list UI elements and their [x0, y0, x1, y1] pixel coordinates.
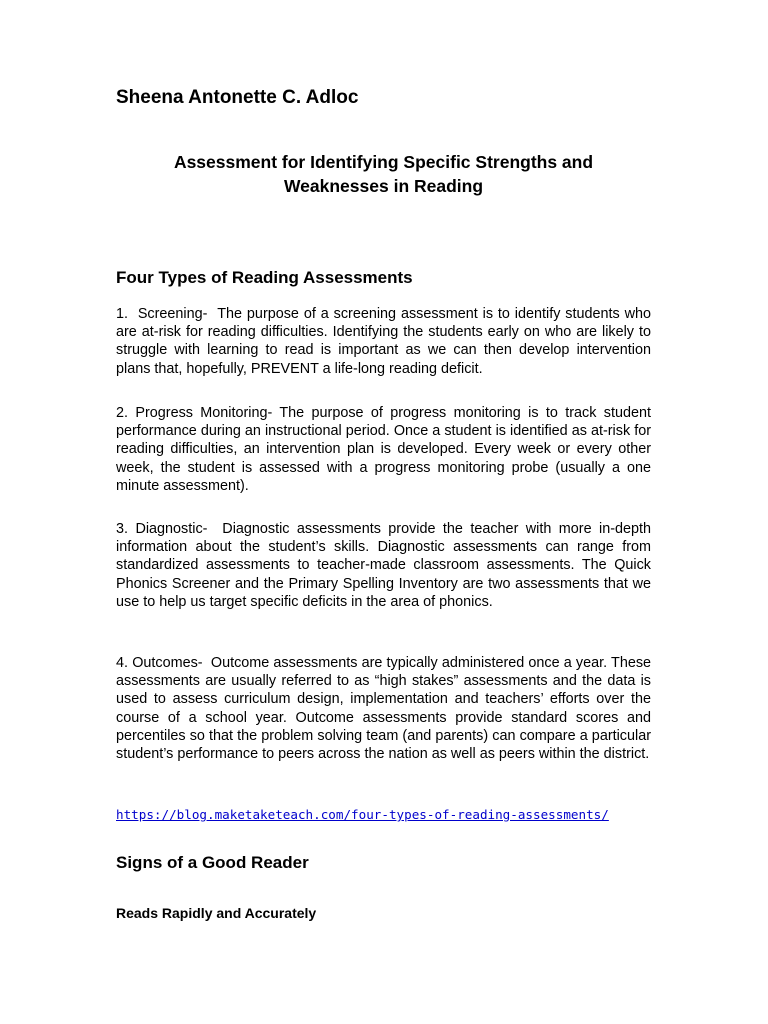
item-text: The purpose of progress monitoring is to track student performance during an instructional period. Once a student is identified as at-risk for reading difficulties, an intervention plan is developed. Every week or every other week, the student is assessed with a progress monitoring probe (usually a one minute assessment). [116, 405, 651, 494]
subheading-reads-rapidly: Reads Rapidly and Accurately [116, 905, 317, 921]
item-text: Diagnostic assessments provide the teacher with more in-depth information about the student’s skills. Diagnostic assessments can range from standardized assessments to teacher-made classroom assessments. The Quick Phonics Screener and the Primary Spelling Inventory are two assessments that we use to help us target specific deficits in the area of phonics. [116, 521, 652, 610]
section-heading-good-reader: Signs of a Good Reader [116, 853, 309, 872]
document-title [116, 150, 651, 198]
section-heading-reading-assessments: Four Types of Reading Assessments [116, 268, 413, 287]
item-number: 4. [116, 655, 129, 671]
document-title-line-1: Assessment for Identifying Specific Strengths and [173, 152, 594, 172]
assessment-item-diagnostic [116, 520, 651, 611]
author-name: Sheena Antonette C. Adloc [116, 87, 359, 108]
item-number: 3. [116, 521, 129, 537]
item-term: Diagnostic- [135, 521, 208, 537]
item-number: 2. [116, 405, 129, 421]
assessment-item-outcomes [116, 654, 651, 763]
item-text: Outcome assessments are typically administered once a year. These assessments are usually referred to as “high stakes” assessments and the data is used to assess curriculum design, implementation and teachers’ efforts over the course of a school year. Outcome assessments provide standard scores and percentiles so that the problem solving team (and parents) can compare a particular student’s performance to peers across the nation as well as peers within the district. [116, 655, 652, 763]
assessment-item-progress-monitoring [116, 404, 651, 495]
item-number: 1. [116, 306, 129, 322]
assessment-item-screening [116, 305, 651, 378]
item-text: The purpose of a screening assessment is to identify students who are at-risk for reading difficulties. Identifying the students early on who are likely to struggle with learning to read is important as we can then develop intervention plans that, hopefully, PREVENT a life-long reading deficit. [116, 306, 652, 377]
item-term: Screening- [137, 306, 208, 322]
item-term: Outcomes- [132, 655, 203, 671]
document-title-line-2: Weaknesses in Reading [283, 176, 484, 196]
item-term: Progress Monitoring- [135, 405, 273, 421]
source-link[interactable]: https://blog.maketaketeach.com/four-types-of-reading-assessments/ [116, 807, 609, 822]
